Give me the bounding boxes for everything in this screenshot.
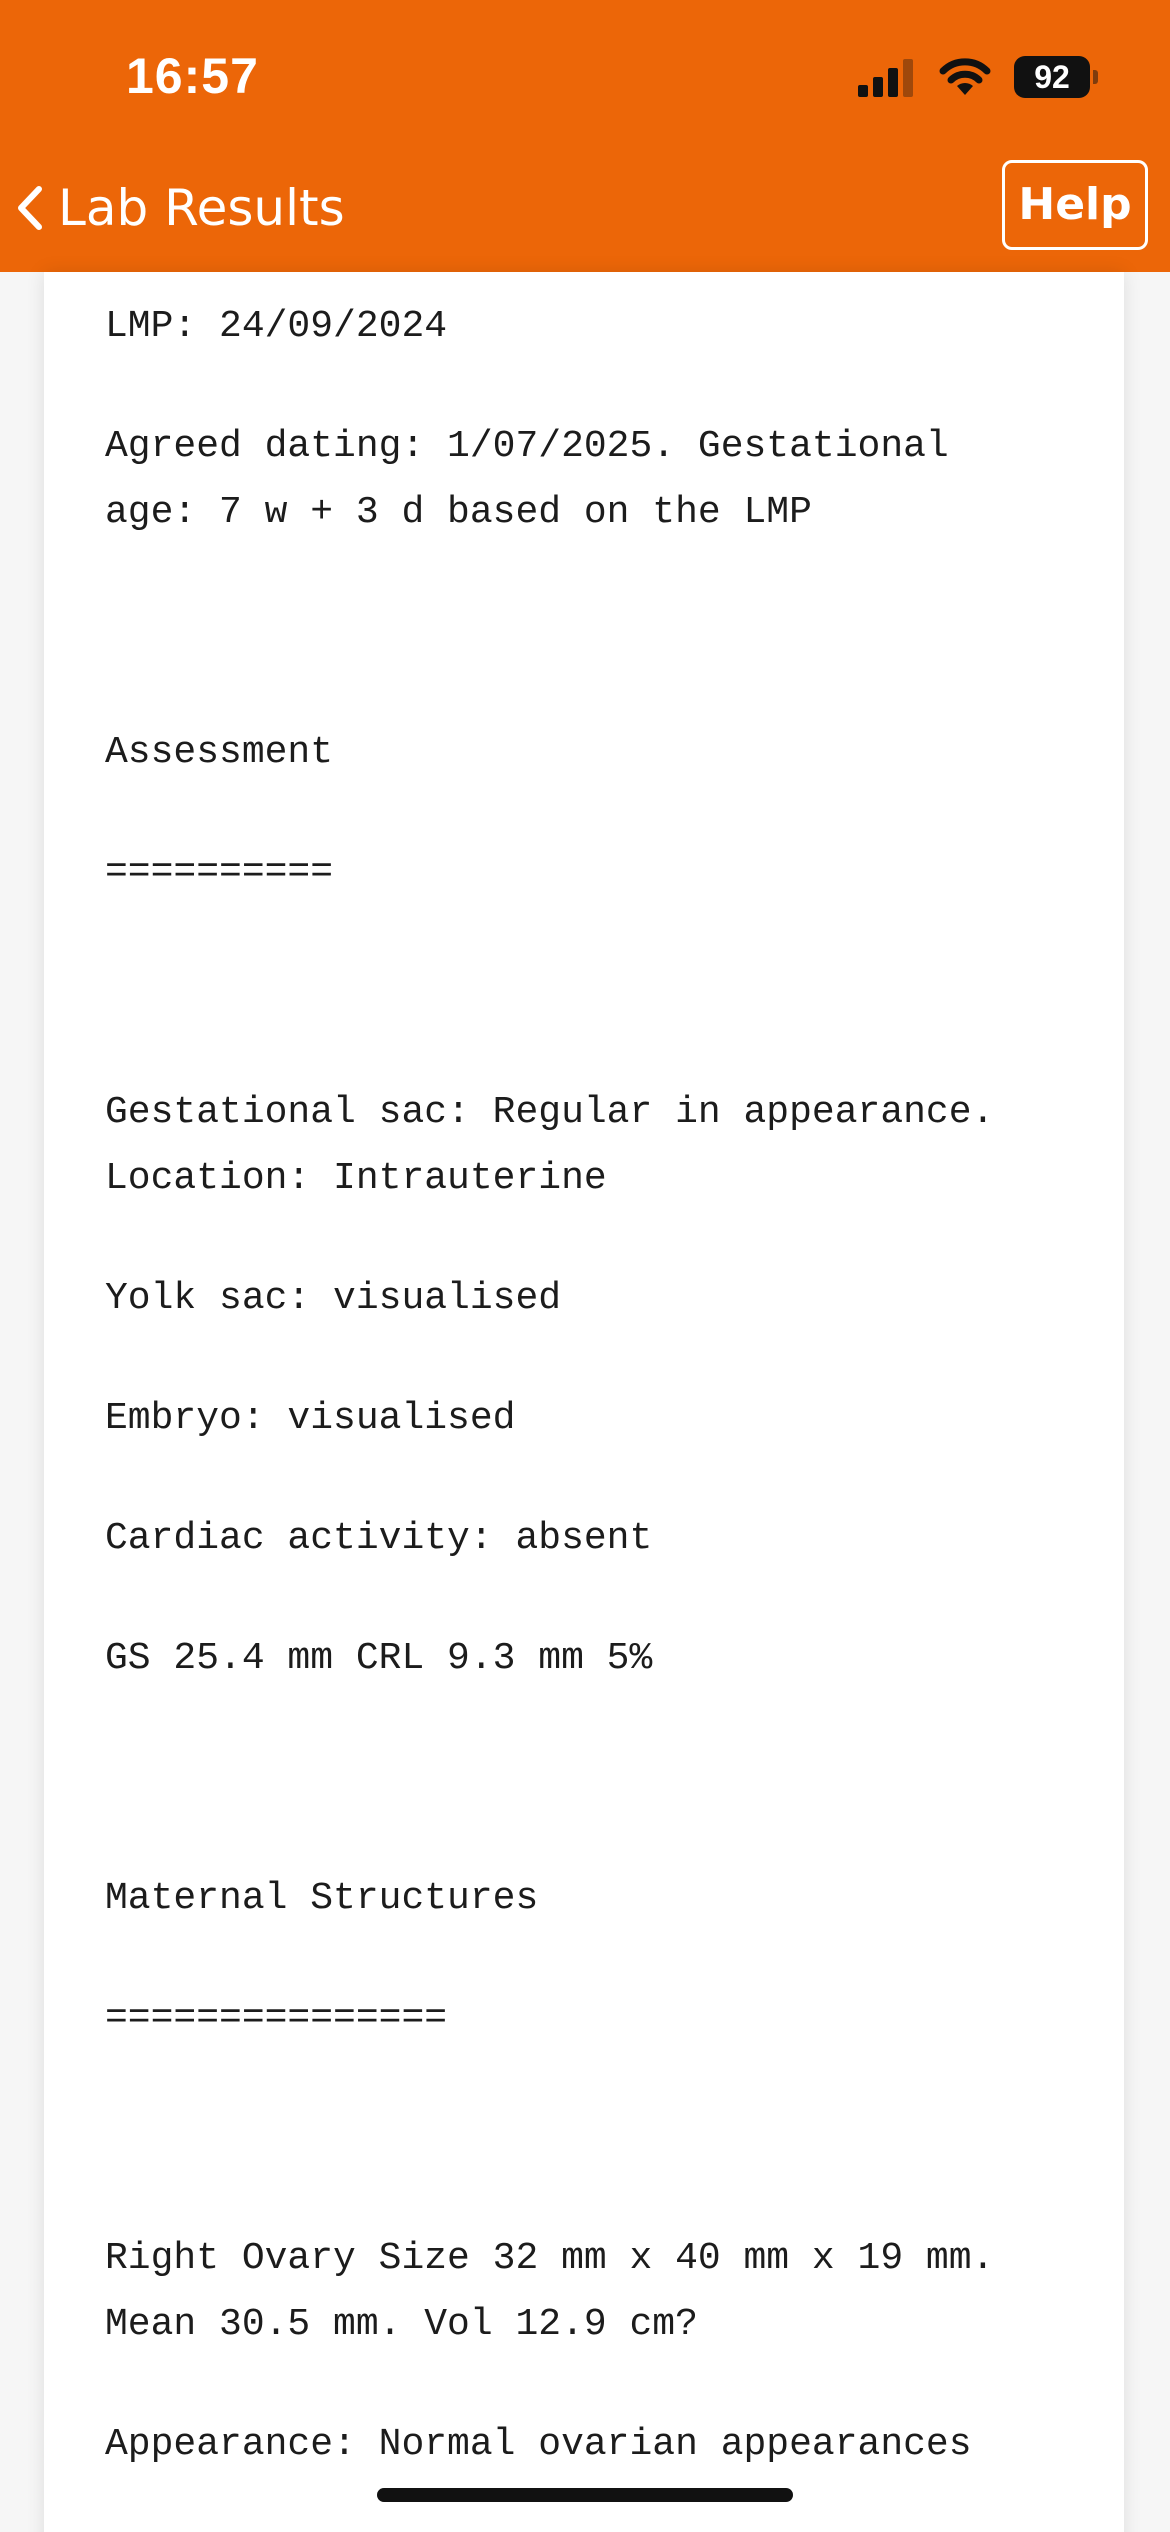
report-yolk-sac: Yolk sac: visualised — [105, 1277, 562, 1320]
cellular-signal-icon — [858, 57, 916, 97]
section-heading-maternal: Maternal Structures — [105, 1877, 539, 1920]
report-appearance: Appearance: Normal ovarian appearances — [105, 2423, 972, 2466]
home-indicator[interactable] — [377, 2488, 793, 2502]
back-label: Lab Results — [58, 179, 345, 237]
report-right-ovary-line1: Right Ovary Size 32 mm x 40 mm x 19 mm. — [105, 2237, 995, 2280]
report-lmp: LMP: 24/09/2024 — [105, 305, 448, 348]
section-heading-assessment: Assessment — [105, 731, 334, 774]
chevron-left-icon — [14, 185, 44, 231]
report-measurements: GS 25.4 mm CRL 9.3 mm 5% — [105, 1637, 653, 1680]
report-gestational-sac-line1: Gestational sac: Regular in appearance. — [105, 1091, 995, 1134]
section-rule-maternal: =============== — [105, 1997, 448, 2040]
status-time: 16:57 — [126, 48, 259, 104]
report-gestational-sac-line2: Location: Intrauterine — [105, 1157, 607, 1200]
app-header — [0, 0, 1170, 272]
wifi-icon — [938, 57, 992, 97]
report-cardiac-activity: Cardiac activity: absent — [105, 1517, 653, 1560]
report-dating-line2: age: 7 w + 3 d based on the LMP — [105, 491, 812, 534]
section-rule-assessment: ========== — [105, 851, 334, 894]
back-button[interactable] — [14, 168, 345, 248]
help-button[interactable]: Help — [1002, 160, 1148, 250]
report-right-ovary-line2: Mean 30.5 mm. Vol 12.9 cm? — [105, 2303, 698, 2346]
status-icons — [858, 52, 1090, 102]
report-embryo: Embryo: visualised — [105, 1397, 516, 1440]
report-dating-line1: Agreed dating: 1/07/2025. Gestational — [105, 425, 949, 468]
battery-icon: 92 — [1014, 56, 1090, 98]
